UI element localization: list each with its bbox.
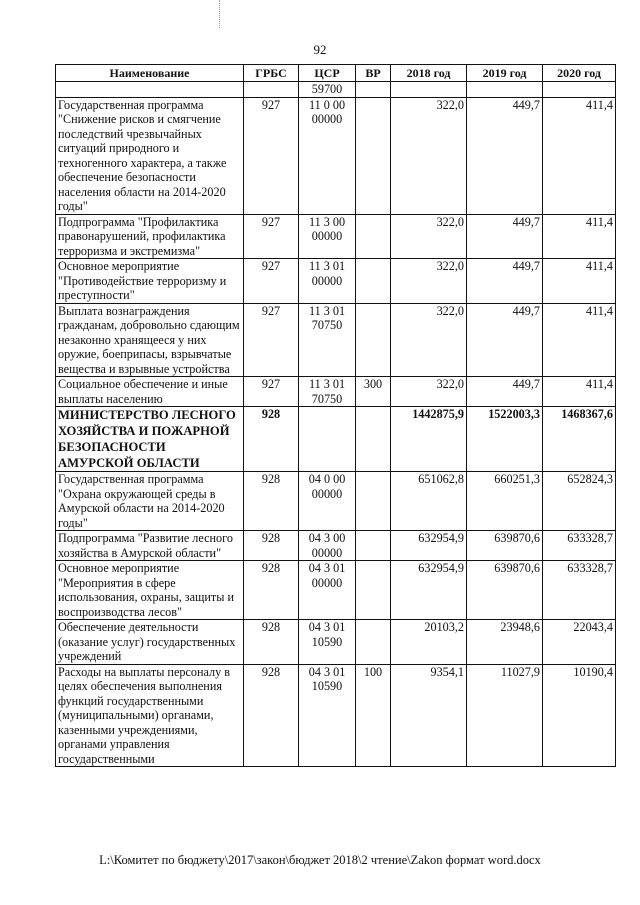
cell-2018: 322,0: [391, 259, 467, 304]
cell-2020: [543, 82, 616, 98]
cell-grbs: 927: [244, 377, 299, 407]
table-row: [56, 377, 616, 407]
cell-vr: [356, 620, 391, 665]
cell-2020: 1468367,6: [543, 407, 616, 472]
table-row: [56, 303, 616, 377]
cell-grbs: 928: [244, 407, 299, 472]
cell-grbs: 927: [244, 259, 299, 304]
cell-name: Выплата вознаграждения гражданам, добровольно сдающим незаконно хранящееся у них оружие, боеприпасы, взрывчатые вещества и взрывные устройства: [56, 303, 244, 377]
cell-csr: 04 3 01 10590: [299, 620, 356, 665]
cell-grbs: [244, 82, 299, 98]
cell-2018: 322,0: [391, 377, 467, 407]
cell-2019: 449,7: [467, 303, 543, 377]
cell-2019: 639870,6: [467, 561, 543, 620]
table-row: [56, 214, 616, 259]
cell-grbs: 928: [244, 472, 299, 531]
cell-2019: 449,7: [467, 97, 543, 214]
cell-csr: [299, 407, 356, 472]
cell-csr: 11 3 01 00000: [299, 259, 356, 304]
table-row: [56, 97, 616, 214]
cell-csr: 11 3 00 00000: [299, 214, 356, 259]
cell-csr: 04 3 01 00000: [299, 561, 356, 620]
header-name: Наименование: [56, 65, 244, 82]
cell-2019: 660251,3: [467, 472, 543, 531]
header-2020: 2020 год: [543, 65, 616, 82]
cell-2019: 1522003,3: [467, 407, 543, 472]
cell-vr: [356, 97, 391, 214]
cell-csr: 04 3 01 10590: [299, 664, 356, 767]
cell-vr: [356, 407, 391, 472]
header-2018: 2018 год: [391, 65, 467, 82]
cell-2020: 411,4: [543, 259, 616, 304]
cell-2020: 10190,4: [543, 664, 616, 767]
cell-csr: 59700: [299, 82, 356, 98]
cell-vr: [356, 531, 391, 561]
cell-2019: 23948,6: [467, 620, 543, 665]
table-row: [56, 407, 616, 472]
cell-grbs: 927: [244, 303, 299, 377]
cell-csr: 04 3 00 00000: [299, 531, 356, 561]
page-number: 92: [313, 42, 327, 57]
cell-name: [56, 82, 244, 98]
cell-name: МИНИСТЕРСТВО ЛЕСНОГО ХОЗЯЙСТВА И ПОЖАРНОЙ БЕЗОПАСНОСТИ АМУРСКОЙ ОБЛАСТИ: [56, 407, 244, 472]
cell-2020: 411,4: [543, 214, 616, 259]
cell-2018: 322,0: [391, 97, 467, 214]
table-row: [56, 664, 616, 767]
cell-vr: [356, 472, 391, 531]
cell-2019: 449,7: [467, 259, 543, 304]
header-csr: ЦСР: [299, 65, 356, 82]
cell-name: Подпрограмма "Профилактика правонарушений, профилактика терроризма и экстремизма": [56, 214, 244, 259]
table-row: [56, 259, 616, 304]
cell-2018: 632954,9: [391, 561, 467, 620]
cell-2020: 411,4: [543, 97, 616, 214]
cell-name: Подпрограмма "Развитие лесного хозяйства в Амурской области": [56, 531, 244, 561]
header-vr: ВР: [356, 65, 391, 82]
cell-2018: 632954,9: [391, 531, 467, 561]
cell-2019: 11027,9: [467, 664, 543, 767]
cell-2019: 449,7: [467, 377, 543, 407]
cell-vr: 300: [356, 377, 391, 407]
footer-file-path: L:\Комитет по бюджету\2017\закон\бюджет 2018\2 чтение\Zakon формат word.docx: [99, 853, 541, 867]
cell-name: Основное мероприятие "Противодействие терроризму и преступности": [56, 259, 244, 304]
cell-name: Обеспечение деятельности (оказание услуг) государственных учреждений: [56, 620, 244, 665]
cell-name: Государственная программа "Охрана окружающей среды в Амурской области на 2014-2020 годы": [56, 472, 244, 531]
header-grbs: ГРБС: [244, 65, 299, 82]
carry-over-row: [56, 82, 616, 98]
table-header-row: [56, 65, 616, 82]
cell-2018: [391, 82, 467, 98]
cell-2019: [467, 82, 543, 98]
cell-2020: 411,4: [543, 377, 616, 407]
cell-csr: 11 3 01 70750: [299, 377, 356, 407]
cell-vr: [356, 303, 391, 377]
cell-2018: 9354,1: [391, 664, 467, 767]
cell-2018: 651062,8: [391, 472, 467, 531]
cell-name: Основное мероприятие "Мероприятия в сфере использования, охраны, защиты и воспроизводства лесов": [56, 561, 244, 620]
table-row: [56, 472, 616, 531]
cell-grbs: 928: [244, 664, 299, 767]
cell-vr: [356, 561, 391, 620]
cell-csr: 04 0 00 00000: [299, 472, 356, 531]
cell-2020: 652824,3: [543, 472, 616, 531]
cell-2018: 1442875,9: [391, 407, 467, 472]
header-2019: 2019 год: [467, 65, 543, 82]
cell-csr: 11 3 01 70750: [299, 303, 356, 377]
cell-csr: 11 0 00 00000: [299, 97, 356, 214]
cell-vr: [356, 214, 391, 259]
cell-grbs: 928: [244, 531, 299, 561]
cell-2020: 633328,7: [543, 561, 616, 620]
cell-2020: 22043,4: [543, 620, 616, 665]
cell-2018: 20103,2: [391, 620, 467, 665]
cell-vr: 100: [356, 664, 391, 767]
cell-name: Социальное обеспечение и иные выплаты населению: [56, 377, 244, 407]
budget-table: [55, 64, 616, 767]
cell-name: Расходы на выплаты персоналу в целях обеспечения выполнения функций государственными (муниципальными) органами, казенными учреждениями, органами управления государственными: [56, 664, 244, 767]
cell-2020: 633328,7: [543, 531, 616, 561]
cell-2020: 411,4: [543, 303, 616, 377]
cell-grbs: 928: [244, 620, 299, 665]
table-row: [56, 531, 616, 561]
cell-2019: 639870,6: [467, 531, 543, 561]
cell-grbs: 928: [244, 561, 299, 620]
cell-grbs: 927: [244, 97, 299, 214]
cell-2018: 322,0: [391, 303, 467, 377]
cell-vr: [356, 82, 391, 98]
cell-2019: 449,7: [467, 214, 543, 259]
cell-2018: 322,0: [391, 214, 467, 259]
cell-name: Государственная программа "Снижение рисков и смягчение последствий чрезвычайных ситуаций природного и техногенного характера, а также обеспечение безопасности населения области на 2014-2020 годы": [56, 97, 244, 214]
table-row: [56, 561, 616, 620]
cell-grbs: 927: [244, 214, 299, 259]
scan-artifact-line: [219, 0, 220, 28]
table-row: [56, 620, 616, 665]
cell-vr: [356, 259, 391, 304]
